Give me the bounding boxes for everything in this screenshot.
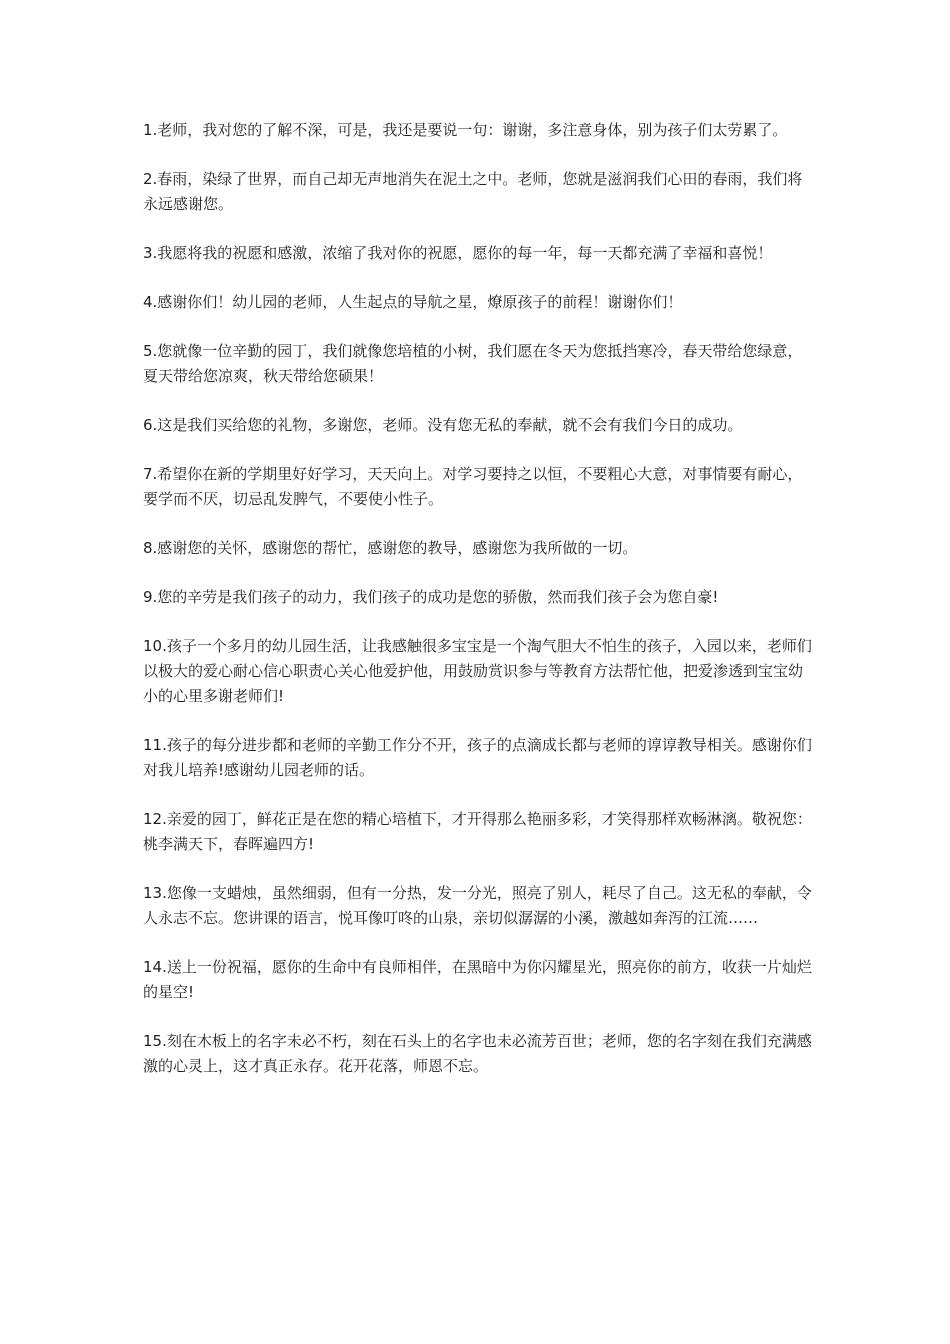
paragraph-2: 2.春雨，染绿了世界，而自己却无声地消失在泥土之中。老师，您就是滋润我们心田的春雨，我们将永远感谢您。	[143, 170, 803, 213]
paragraph-10: 10.孩子一个多月的幼儿园生活，让我感触很多宝宝是一个淘气胆大不怕生的孩子，入园以来，老师们以极大的爱心耐心信心职责心关心他爱护他，用鼓励赏识参与等教育方法帮忙他，把爱渗透到宝宝幼小的心里多谢老师们!	[143, 637, 812, 705]
paragraph-13: 13.您像一支蜡烛，虽然细弱，但有一分热，发一分光，照亮了别人，耗尽了自己。这无私的奉献，令人永志不忘。您讲课的语言，悦耳像叮咚的山泉，亲切似潺潺的小溪，激越如奔泻的江流……	[143, 884, 812, 927]
paragraph-9: 9.您的辛劳是我们孩子的动力，我们孩子的成功是您的骄傲，然而我们孩子会为您自豪!	[143, 588, 719, 606]
paragraph-1: 1.老师，我对您的了解不深，可是，我还是要说一句：谢谢，多注意身体，别为孩子们太劳累了。	[143, 121, 788, 139]
document-body	[143, 118, 815, 1103]
paragraph-15: 15.刻在木板上的名字未必不朽，刻在石头上的名字也未必流芳百世；老师，您的名字刻在我们充满感激的心灵上，这才真正永存。花开花落，师恩不忘。	[143, 1032, 812, 1075]
paragraph-14: 14.送上一份祝福，愿你的生命中有良师相伴，在黑暗中为你闪耀星光，照亮你的前方，收获一片灿烂的星空!	[143, 958, 812, 1001]
paragraph-6: 6.这是我们买给您的礼物，多谢您，老师。没有您无私的奉献，就不会有我们今日的成功。	[143, 416, 743, 434]
paragraph-8: 8.感谢您的关怀，感谢您的帮忙，感谢您的教导，感谢您为我所做的一切。	[143, 539, 638, 557]
paragraph-3: 3.我愿将我的祝愿和感激，浓缩了我对你的祝愿，愿你的每一年，每一天都充满了幸福和喜悦！	[143, 244, 773, 262]
paragraph-12: 12.亲爱的园丁，鲜花正是在您的精心培植下，才开得那么艳丽多彩，才笑得那样欢畅淋漓。敬祝您：桃李满天下，春晖遍四方!	[143, 810, 812, 853]
paragraph-7: 7.希望你在新的学期里好好学习，天天向上。对学习要持之以恒，不要粗心大意，对事情要有耐心，要学而不厌，切忌乱发脾气，不要使小性子。	[143, 465, 803, 508]
paragraph-11: 11.孩子的每分进步都和老师的辛勤工作分不开，孩子的点滴成长都与老师的谆谆教导相关。感谢你们对我儿培养!感谢幼儿园老师的话。	[143, 736, 812, 779]
paragraph-5: 5.您就像一位辛勤的园丁，我们就像您培植的小树，我们愿在冬天为您抵挡寒冷，春天带给您绿意，夏天带给您凉爽，秋天带给您硕果！	[143, 342, 803, 385]
paragraph-4: 4.感谢你们！幼儿园的老师，人生起点的导航之星，燎原孩子的前程！谢谢你们！	[143, 293, 683, 311]
